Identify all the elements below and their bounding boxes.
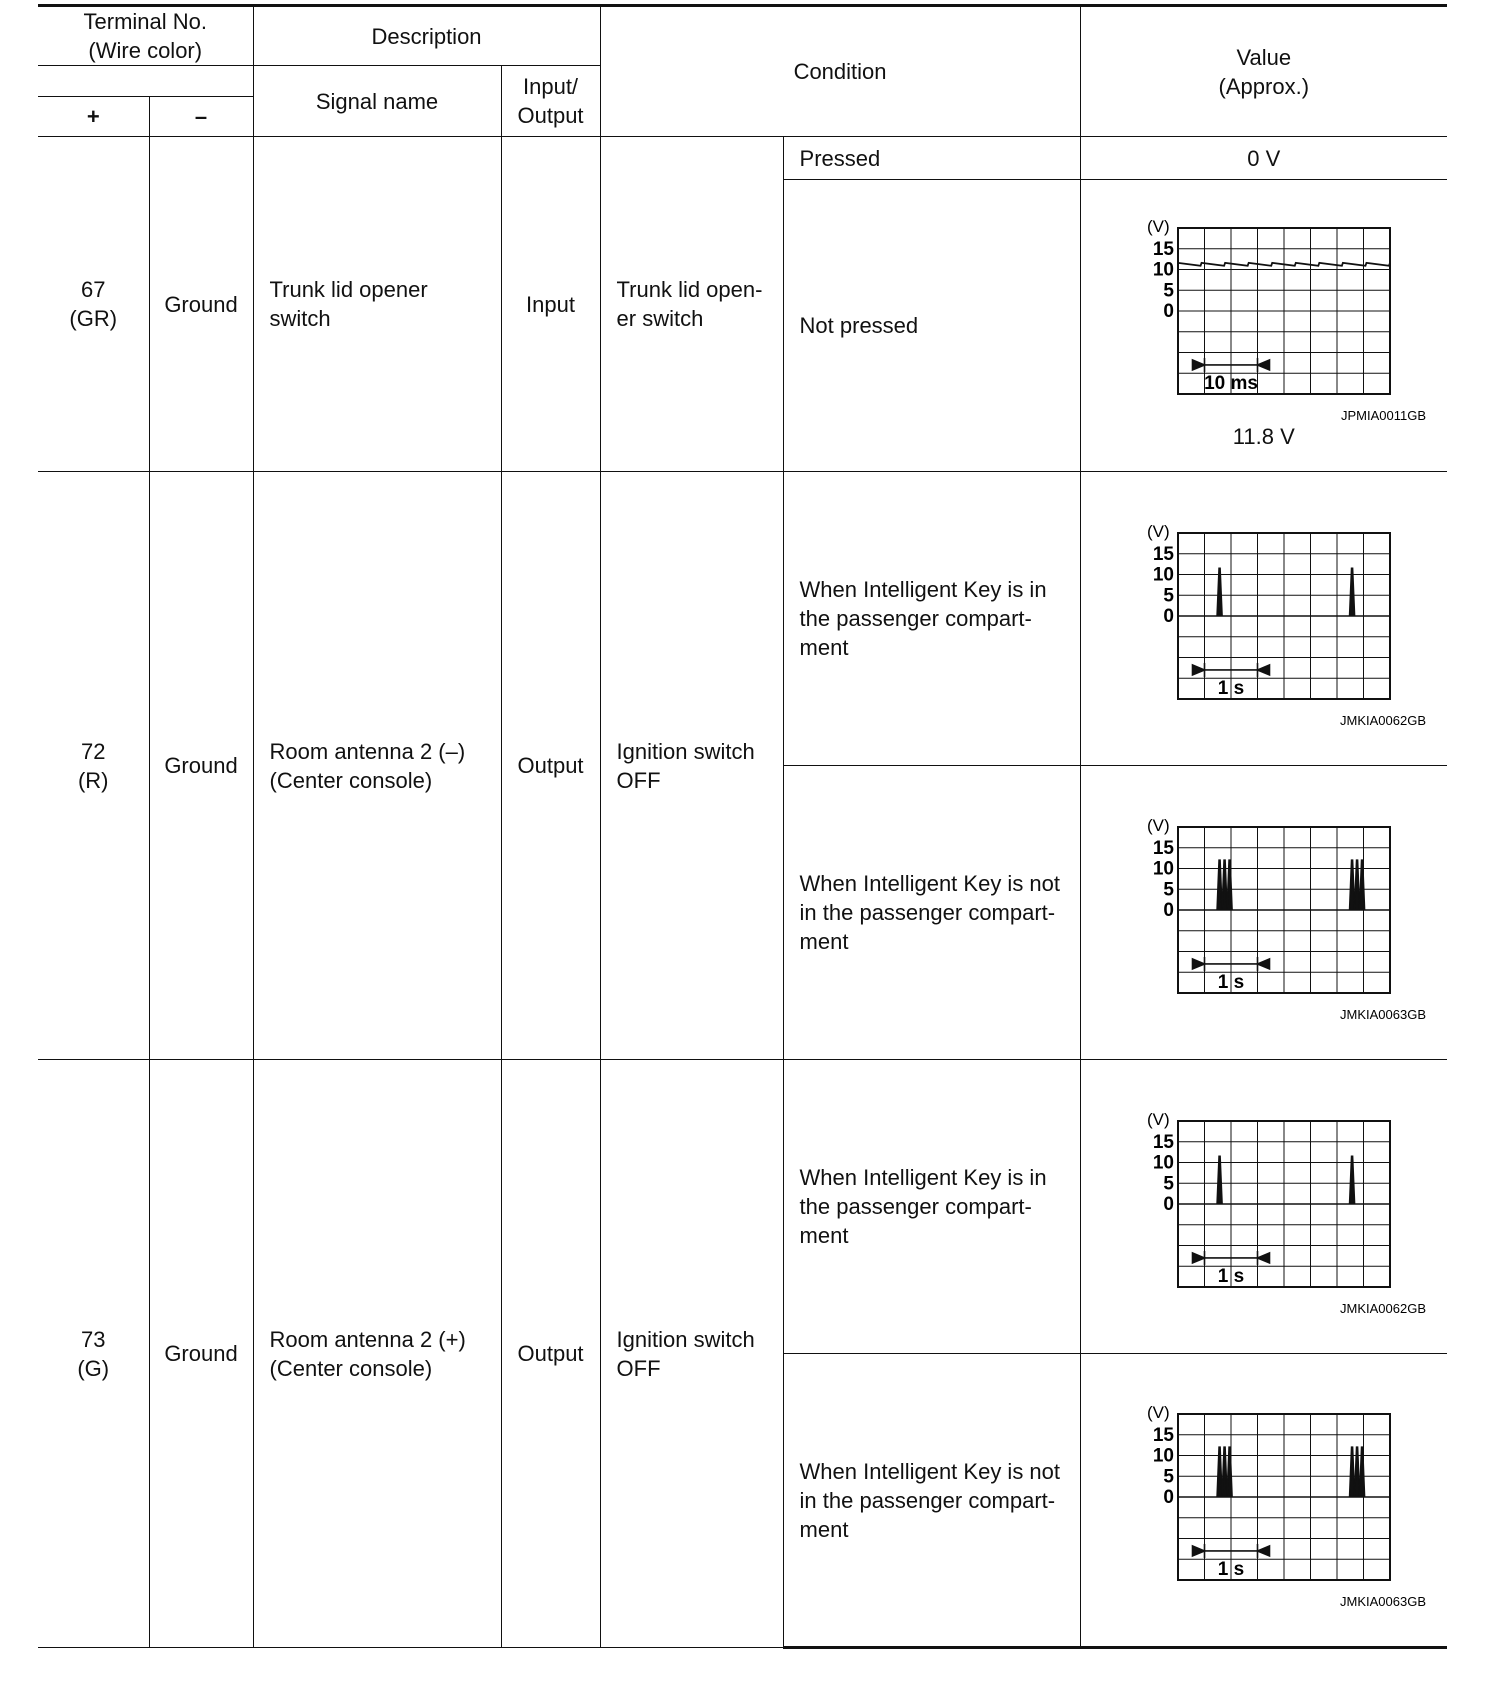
figure-code: JMKIA0063GB [1339, 1006, 1426, 1022]
figure-code: JPMIA0011GB [1340, 408, 1426, 423]
description-header: Description [253, 6, 600, 66]
sub-condition-cell: Not pressed [783, 180, 1080, 472]
terminal-no-header [38, 6, 253, 66]
state-line2: the passenger compart- [799, 606, 1032, 631]
signal-name-cell [253, 137, 501, 472]
volt-tick-label: 10 [1152, 1152, 1174, 1173]
wire-color: (GR) [69, 306, 118, 331]
signal-name-line2: (Center console) [269, 767, 433, 793]
value-cell [1080, 1354, 1447, 1648]
terminal-header-spacer [38, 66, 253, 97]
volt-tick-label: 10 [1152, 858, 1174, 879]
signal-name-line1: Room antenna 2 (–) [269, 738, 466, 764]
arrow-head [1257, 958, 1269, 968]
arrow-head [1257, 1546, 1269, 1556]
waveform-chart [1098, 505, 1430, 733]
volt-unit-label: (V) [1146, 521, 1170, 541]
wire-color-label: (Wire color) [88, 38, 203, 63]
figure-code: JMKIA0062GB [1339, 1300, 1426, 1316]
waveform-spike [1217, 860, 1222, 910]
terminal-table [38, 4, 1447, 1649]
state-line1: When Intelligent Key is in [799, 577, 1047, 602]
plus-header: + [38, 97, 149, 137]
volt-tick-label: 10 [1152, 1445, 1174, 1467]
arrow-head [1257, 1252, 1269, 1262]
arrow-head [1192, 1546, 1204, 1556]
volt-tick-label: 15 [1152, 543, 1174, 565]
io-cell: Output [501, 472, 600, 1060]
input-label: Input/ [523, 74, 579, 99]
arrow-head [1257, 360, 1269, 370]
time-span-label: 1 s [1217, 1558, 1245, 1580]
terminal-cell [38, 1060, 149, 1648]
signal-name-line2: switch [269, 306, 331, 331]
volt-tick-label: 15 [1152, 238, 1174, 260]
waveform-chart [1098, 799, 1430, 1027]
figure-code: JMKIA0062GB [1339, 712, 1426, 728]
signal-name-line1: Trunk lid opener [269, 277, 428, 302]
volt-tick-label: 0 [1163, 899, 1174, 921]
waveform-chart [1098, 1386, 1430, 1614]
state-line2: the passenger compart- [799, 1194, 1032, 1219]
waveform-spike [1349, 1156, 1354, 1204]
ground-cell: Ground [149, 472, 253, 1060]
ground-cell: Ground [149, 1060, 253, 1648]
volt-tick-label: 0 [1163, 1487, 1174, 1508]
sub-condition-cell [783, 472, 1080, 766]
value-header [1080, 6, 1447, 137]
terminal-no-label: Terminal No. [83, 9, 207, 34]
time-span-label: 1 s [1217, 1265, 1245, 1287]
waveform-spike [1217, 1447, 1222, 1497]
volt-tick-label: 5 [1163, 1172, 1174, 1194]
value-cell [1080, 1060, 1447, 1354]
condition-line1: Ignition switch [616, 738, 755, 764]
volt-unit-label: (V) [1146, 1403, 1170, 1422]
waveform-spike [1349, 860, 1354, 910]
minus-header: – [149, 97, 253, 137]
signal-name-header: Signal name [253, 66, 501, 137]
arrow-head [1192, 360, 1204, 370]
terminal-number: 73 [81, 1326, 106, 1352]
volt-tick-label: 15 [1152, 1424, 1174, 1446]
table-row [38, 137, 1447, 180]
volt-tick-label: 15 [1152, 837, 1174, 859]
volt-tick-label: 0 [1163, 301, 1174, 322]
terminal-number: 72 [81, 738, 106, 764]
waveform-spike [1349, 568, 1354, 616]
figure-code: JMKIA0063GB [1339, 1594, 1426, 1609]
sub-condition-cell [783, 1354, 1080, 1648]
sub-condition-cell [783, 766, 1080, 1060]
value-cell [1080, 766, 1447, 1060]
value-cell [1080, 180, 1447, 472]
signal-name-cell [253, 472, 501, 1060]
volt-unit-label: (V) [1146, 815, 1170, 835]
terminal-table-document [38, 4, 1447, 1649]
volt-tick-label: 0 [1163, 605, 1174, 627]
state-line3: ment [799, 1223, 849, 1248]
sub-condition-cell: Pressed [783, 137, 1080, 180]
condition-cell [600, 472, 783, 1060]
terminal-cell [38, 137, 149, 472]
state-line2: in the passenger compart- [799, 1487, 1056, 1513]
ground-cell: Ground [149, 137, 253, 472]
signal-name-cell [253, 1060, 501, 1648]
output-label: Output [517, 103, 584, 128]
table-row [38, 1060, 1447, 1354]
waveform-spike [1349, 1447, 1354, 1497]
waveform-grid [1178, 228, 1390, 394]
time-span-label: 10 ms [1203, 372, 1258, 394]
arrow-head [1192, 958, 1204, 968]
time-span-label: 1 s [1217, 971, 1245, 993]
condition-line1: Ignition switch [616, 1326, 755, 1352]
sub-condition-cell [783, 1060, 1080, 1354]
wire-color: (G) [77, 1355, 110, 1381]
waveform-spike [1217, 1156, 1222, 1204]
volt-tick-label: 0 [1163, 1193, 1174, 1215]
waveform-spike [1354, 1447, 1359, 1497]
terminal-cell [38, 472, 149, 1060]
wire-color: (R) [77, 767, 109, 793]
state-line1: When Intelligent Key is not [799, 871, 1061, 896]
time-span-label: 1 s [1217, 677, 1245, 699]
volt-tick-label: 5 [1163, 878, 1174, 900]
volt-tick-label: 5 [1163, 280, 1174, 302]
volt-unit-label: (V) [1146, 217, 1170, 236]
condition-header: Condition [600, 6, 1080, 137]
state-line1: When Intelligent Key is in [799, 1165, 1047, 1190]
value-label: Value [1236, 44, 1292, 70]
arrow-head [1192, 664, 1204, 674]
waveform-chart [1098, 1093, 1430, 1321]
waveform-spike [1354, 860, 1359, 910]
state-line3: ment [799, 1516, 849, 1542]
approx-label: (Approx.) [1218, 73, 1310, 99]
waveform-spike [1217, 568, 1222, 616]
waveform-spike [1222, 1447, 1227, 1497]
volt-tick-label: 10 [1152, 564, 1174, 585]
io-cell: Input [501, 137, 600, 472]
volt-tick-label: 15 [1152, 1131, 1174, 1153]
waveform-spike [1222, 860, 1227, 910]
table-row [38, 472, 1447, 766]
io-cell: Output [501, 1060, 600, 1648]
condition-cell [600, 137, 783, 472]
condition-line2: OFF [616, 1355, 661, 1381]
signal-name-line1: Room antenna 2 (+) [269, 1326, 466, 1352]
state-line2: in the passenger compart- [799, 900, 1056, 925]
state-line3: ment [799, 635, 849, 660]
volt-tick-label: 5 [1163, 1466, 1174, 1488]
signal-name-line2: (Center console) [269, 1355, 433, 1381]
state-line3: ment [799, 929, 849, 954]
volt-tick-label: 10 [1152, 259, 1174, 281]
volt-tick-label: 5 [1163, 584, 1174, 606]
terminal-number: 67 [81, 277, 106, 302]
value-cell [1080, 472, 1447, 766]
condition-line2: er switch [616, 306, 704, 331]
arrow-head [1257, 664, 1269, 674]
value-cell: 0 V [1080, 137, 1447, 180]
state-line1: When Intelligent Key is not [799, 1458, 1061, 1484]
arrow-head [1192, 1252, 1204, 1262]
waveform-chart [1098, 200, 1430, 428]
value-text: 11.8 V [1232, 424, 1295, 449]
condition-cell [600, 1060, 783, 1648]
volt-unit-label: (V) [1146, 1109, 1170, 1129]
input-output-header [501, 66, 600, 137]
condition-line2: OFF [616, 767, 661, 793]
condition-line1: Trunk lid open- [616, 277, 763, 302]
